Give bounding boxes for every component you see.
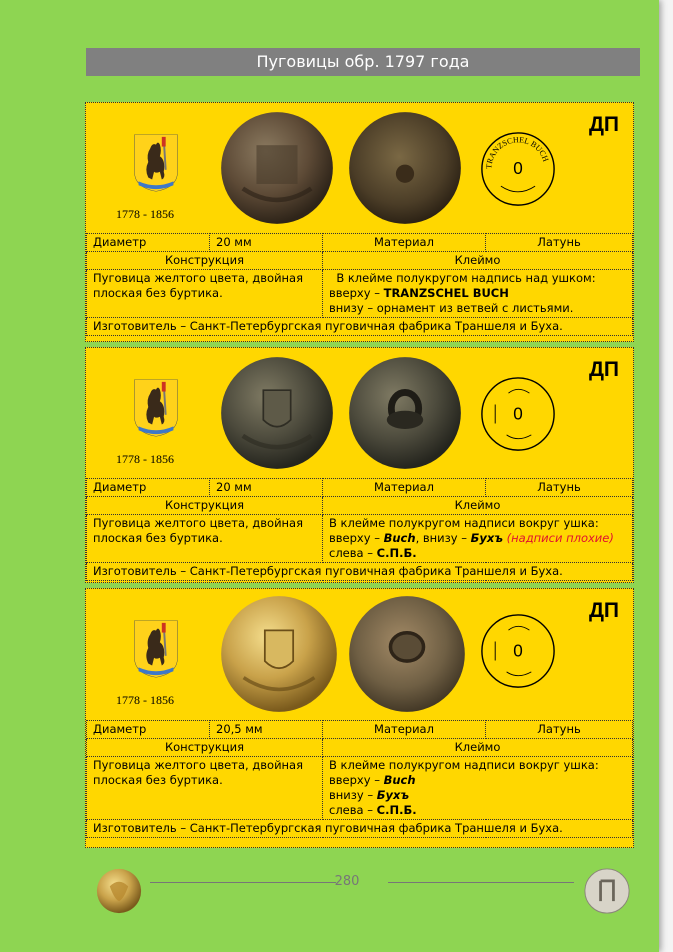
image-row xyxy=(86,589,633,720)
button-front-image xyxy=(220,356,334,470)
page-number: 280 xyxy=(334,874,360,889)
material-value: Латунь xyxy=(486,234,633,252)
construction-text: Пуговица желтого цвета, двойная плоская без буртика. xyxy=(87,757,323,820)
mark-text xyxy=(323,757,633,820)
diameter-label: Диаметр xyxy=(87,234,210,252)
button-back-image xyxy=(348,356,462,470)
yaroslavl-crest-icon xyxy=(132,378,180,438)
footer-rule-left xyxy=(150,882,336,883)
mark-line: вверху – xyxy=(329,286,380,300)
construction-header: Конструкция xyxy=(87,739,323,757)
svg-text:0: 0 xyxy=(513,641,523,661)
button-card-2 xyxy=(85,347,634,583)
years-label: 1778 - 1856 xyxy=(116,207,174,221)
footer-silver-button-icon xyxy=(584,868,630,914)
years-label: 1778 - 1856 xyxy=(116,452,174,466)
mark-line: , внизу – xyxy=(415,531,467,545)
type-badge: ДП xyxy=(588,358,619,381)
construction-header: Конструкция xyxy=(87,252,323,270)
maker-text: Изготовитель – Санкт-Петербургская пуговичная фабрика Траншеля и Буха. xyxy=(87,820,633,838)
footer-gold-button-icon xyxy=(96,868,142,914)
mark-value: Buch xyxy=(383,531,416,545)
mark-value: Бухъ xyxy=(376,788,410,802)
spec-table xyxy=(86,478,633,581)
yaroslavl-crest-icon xyxy=(132,133,180,193)
spec-table xyxy=(86,233,633,336)
spec-table xyxy=(86,720,633,838)
image-row xyxy=(86,103,633,233)
diameter-label: Диаметр xyxy=(87,721,210,739)
mark-header: Клеймо xyxy=(323,739,633,757)
mark-value: Buch xyxy=(383,773,416,787)
mark-note: (надписи плохие) xyxy=(506,531,614,545)
mark-line: вверху – xyxy=(329,531,380,545)
mark-line: В клейме полукругом надписи вокруг ушка: xyxy=(329,516,599,530)
mark-line: вверху – xyxy=(329,773,380,787)
button-card-3 xyxy=(85,588,634,848)
diameter-value: 20,5 мм xyxy=(210,721,323,739)
mark-header: Клеймо xyxy=(323,497,633,515)
mark-value: TRANZSCHEL BUCH xyxy=(383,286,509,300)
material-label: Материал xyxy=(323,721,486,739)
footer-rule-right xyxy=(388,882,574,883)
type-badge: ДП xyxy=(588,113,619,136)
mark-line: слева – xyxy=(329,546,373,560)
maker-stamp-icon xyxy=(480,613,556,689)
maker-text: Изготовитель – Санкт-Петербургская пуговичная фабрика Траншеля и Буха. xyxy=(87,318,633,336)
diameter-label: Диаметр xyxy=(87,479,210,497)
button-back-image xyxy=(348,595,466,713)
material-label: Материал xyxy=(323,234,486,252)
button-front-image xyxy=(220,595,338,713)
mark-text xyxy=(323,515,633,563)
svg-text:TRANZSCHEL BUCH: TRANZSCHEL BUCH xyxy=(484,135,551,170)
material-label: Материал xyxy=(323,479,486,497)
material-value: Латунь xyxy=(486,721,633,739)
material-value: Латунь xyxy=(486,479,633,497)
mark-line: слева – xyxy=(329,803,373,817)
mark-value: С.П.Б. xyxy=(376,803,417,817)
construction-header: Конструкция xyxy=(87,497,323,515)
construction-text: Пуговица желтого цвета, двойная плоская без буртика. xyxy=(87,515,323,563)
mark-line: внизу – xyxy=(329,788,374,802)
type-badge: ДП xyxy=(588,599,619,622)
construction-text: Пуговица желтого цвета, двойная плоская без буртика. xyxy=(87,270,323,318)
mark-text xyxy=(323,270,633,318)
page-title: Пуговицы обр. 1797 года xyxy=(86,48,640,76)
page-right-strip xyxy=(659,0,673,952)
maker-text: Изготовитель – Санкт-Петербургская пуговичная фабрика Траншеля и Буха. xyxy=(87,563,633,581)
yaroslavl-crest-icon xyxy=(132,619,180,679)
button-card-1 xyxy=(85,102,634,342)
mark-value: С.П.Б. xyxy=(376,546,417,560)
image-row xyxy=(86,348,633,478)
diameter-value: 20 мм xyxy=(210,479,323,497)
mark-line: внизу – орнамент из ветвей с листьями. xyxy=(329,301,574,315)
mark-value: Бухъ xyxy=(470,531,503,545)
maker-stamp-icon xyxy=(480,376,556,452)
mark-line: В клейме полукругом надпись над ушком: xyxy=(336,271,596,285)
svg-text:0: 0 xyxy=(513,404,523,424)
svg-text:0: 0 xyxy=(513,158,523,178)
years-label: 1778 - 1856 xyxy=(116,693,174,707)
mark-header: Клеймо xyxy=(323,252,633,270)
button-back-image xyxy=(348,111,462,225)
diameter-value: 20 мм xyxy=(210,234,323,252)
maker-stamp-icon xyxy=(480,131,556,207)
button-front-image xyxy=(220,111,334,225)
mark-line: В клейме полукругом надписи вокруг ушка: xyxy=(329,758,599,772)
